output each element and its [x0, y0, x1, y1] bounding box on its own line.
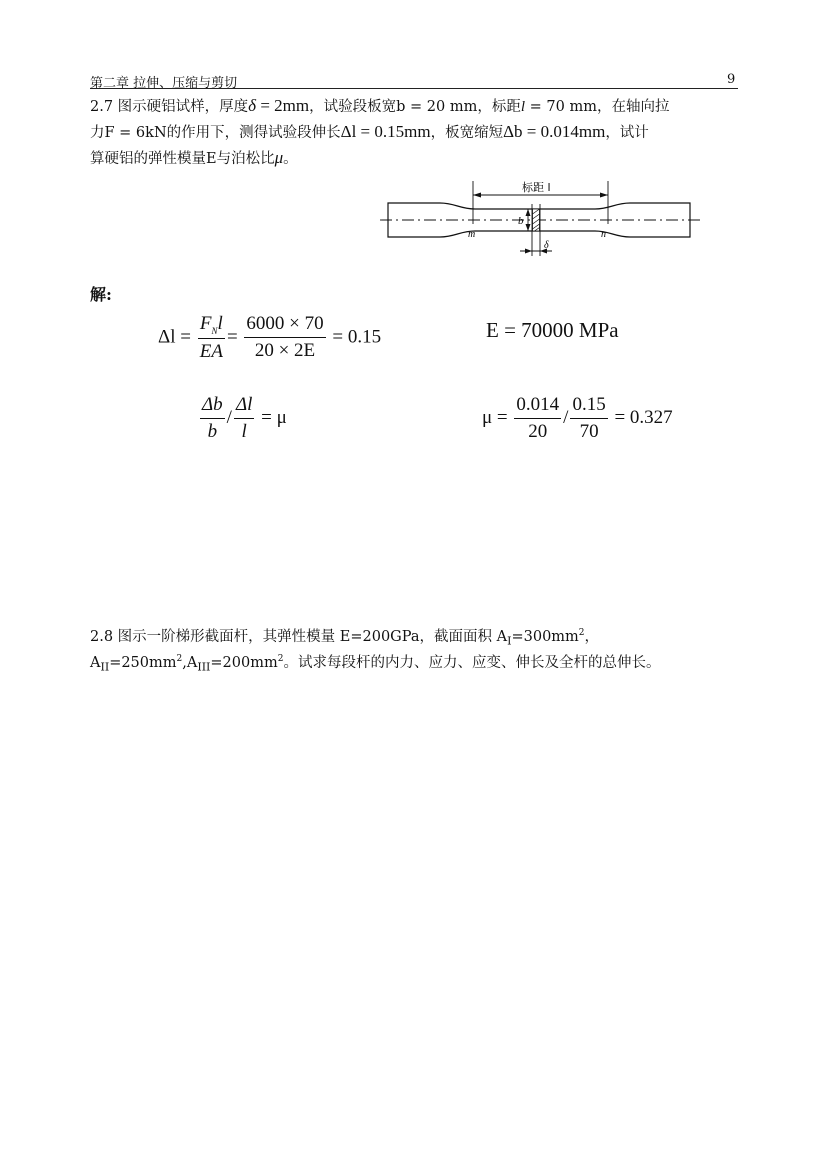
chapter-header: 第二章 拉伸、压缩与剪切	[90, 76, 238, 91]
elongation-expr: Δl = 0.15mm	[340, 122, 431, 141]
superscript: 2	[277, 654, 284, 664]
problem-text: 2.8 图示一阶梯形截面杆，其弹性模量 E=200GPa，截面面积 A	[90, 628, 508, 645]
specimen-figure	[380, 176, 710, 262]
eq3-result: = μ	[261, 406, 287, 428]
label-delta: δ	[544, 240, 549, 251]
header-rule	[90, 88, 738, 89]
arrow-gauge-left	[473, 193, 481, 198]
page-number: 9	[727, 72, 736, 87]
problem-2-7-line-2	[90, 119, 738, 146]
problem-2-7-line-3	[90, 145, 738, 172]
equation-4: μ = $\frac{0.014}{20}$ / $\frac{0.15}{70}$ = 0.327	[482, 394, 673, 442]
subscript: I	[507, 634, 512, 648]
subscript: III	[197, 660, 211, 674]
label-n: n	[601, 229, 606, 240]
problem-text: =250mm	[109, 654, 177, 671]
problem-2-8-line-2	[90, 646, 738, 681]
delta-symbol: δ	[248, 96, 257, 115]
width-shrink-expr: Δb = 0.014mm	[503, 122, 606, 141]
solution-title: 解:	[90, 285, 112, 304]
arrow-width-top	[526, 209, 531, 216]
arrow-gauge-right	[600, 193, 608, 198]
superscript: 2	[176, 654, 183, 664]
problem-text: ，试验段板宽b = 20 mm，标距	[309, 99, 521, 115]
gauge-symbol: l	[520, 99, 526, 115]
problem-text: 力F = 6kN的作用下，测得试验段伸长	[90, 125, 341, 141]
mu-symbol: μ	[274, 148, 284, 167]
equation-1: Δl = $\frac{F_Nl}{EA}$ = $\frac{6000 \times 70}{20 \times 2E}$ = 0.15	[158, 313, 382, 362]
problem-2-7-line-1	[90, 93, 738, 120]
fraction: $\frac{0.014}{20}$	[516, 394, 560, 442]
eq4-result: = 0.327	[614, 406, 673, 428]
problem-text: ，板宽缩短	[430, 125, 504, 141]
fraction: $\frac{F_Nl}{EA}$	[199, 313, 223, 362]
arrow-width-bottom	[526, 224, 531, 231]
label-m: m	[468, 229, 476, 240]
problem-text: 。	[283, 151, 298, 167]
equation-2: E = 70000 MPa	[486, 318, 619, 342]
subscript: II	[100, 660, 110, 674]
problem-text: = 70 mm，在轴向拉	[525, 99, 670, 115]
label-b: b	[518, 215, 524, 227]
arrow-thick-left	[525, 249, 532, 254]
problem-text: ，	[584, 628, 600, 645]
problem-text: 2.7 图示硬铝试样，厚度	[90, 99, 249, 115]
fraction: $\frac{\Delta b}{b}$	[202, 394, 223, 442]
problem-text: ，试计	[605, 125, 649, 141]
eq1-result: = 0.15	[332, 326, 382, 348]
problem-text: 算硬铝的弹性模量E与泊松比	[90, 151, 275, 167]
gauge-label: 标距 l	[522, 181, 551, 194]
fraction: $\frac{\Delta l}{l}$	[235, 394, 253, 442]
problem-text: A	[90, 654, 101, 671]
problem-text: =200mm	[210, 654, 278, 671]
fraction: $\frac{6000 \times 70}{20 \times 2E}$	[246, 313, 324, 362]
equation-3: $\frac{\Delta b}{b}$ / $\frac{\Delta l}{l}$ = μ	[202, 394, 287, 442]
problem-text: =300mm	[511, 628, 579, 645]
problem-text: ,A	[182, 654, 198, 671]
eq1-lhs: Δl =	[158, 326, 191, 348]
superscript: 2	[578, 628, 585, 638]
thickness-value: = 2mm	[256, 96, 310, 115]
problem-text: 。试求每段杆的内力、应力、应变、伸长及全杆的总伸长。	[283, 654, 661, 671]
fraction: $\frac{0.15}{70}$	[572, 394, 606, 442]
eq4-lhs: μ =	[482, 406, 508, 428]
